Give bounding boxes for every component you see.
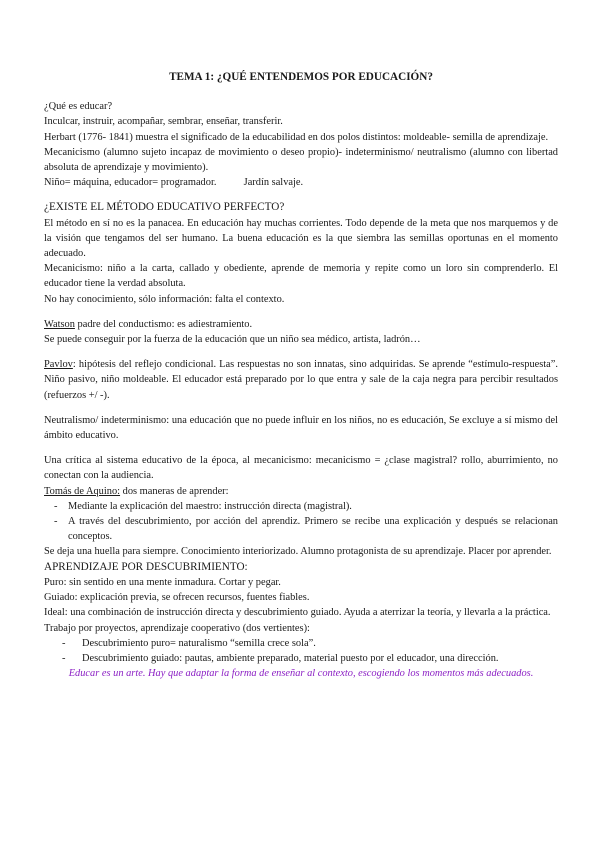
paragraph: No hay conocimiento, sólo información: falta el contexto. [44, 293, 285, 305]
paragraph: Trabajo por proyectos, aprendizaje cooperativo (dos vertientes): [44, 622, 310, 634]
closing-quote: Educar es un arte. Hay que adaptar la forma de enseñar al contexto, escogiendo los momentos más adecuados. [68, 668, 534, 680]
paragraph: Ideal: una combinación de instrucción directa y descubrimiento guiado. Ayuda a aterrizar la teoría, y llevarla a la práctica. [44, 607, 551, 619]
document-body [44, 70, 558, 681]
paragraph-part: Niño= máquina, educador= programador. [44, 177, 217, 189]
paragraph: Mecanicismo: niño a la carta, callado y obediente, aprende de memoria y repite como un loro sin comprenderlo. El educador tiene la verdad absoluta. [44, 263, 558, 290]
list-item: - Descubrimiento puro= naturalismo “semilla crece sola”. [62, 637, 316, 649]
paragraph-part: Jardín salvaje. [243, 177, 304, 189]
paragraph-part: padre del conductismo: es adiestramiento. [74, 318, 253, 330]
author-name: Watson [44, 318, 75, 330]
paragraph: Puro: sin sentido en una mente inmadura. Cortar y pegar. [44, 576, 281, 588]
bullet-list [44, 636, 558, 666]
paragraph [44, 317, 558, 332]
paragraph: Una crítica al sistema educativo de la época, al mecanicismo: mecanicismo = ¿clase magistral? rollo, aburrimiento, no conectan con la audiencia. [44, 455, 558, 482]
paragraph-part: dos maneras de aprender: [120, 485, 229, 497]
paragraph [44, 357, 558, 403]
author-name: Tomás de Aquino: [44, 485, 121, 497]
paragraph: Neutralismo/ indeterminismo: una educación que no puede influir en los niños, no es educación, Se excluye a sí mismo del ámbito educativo. [44, 414, 558, 442]
list-item: - Mediante la explicación del maestro: instrucción directa (magistral). [54, 500, 352, 512]
page-title: TEMA 1: ¿QUÉ ENTENDEMOS POR EDUCACIÓN? [169, 71, 433, 83]
list-item: - Descubrimiento guiado: pautas, ambiente preparado, material puesto por el educador, una dirección. [62, 652, 499, 664]
paragraph [44, 175, 558, 190]
paragraph: Mecanicismo (alumno sujeto incapaz de movimiento o deseo propio)- indeterminismo/ neutralismo (alumno con libertad absoluta de aprendizaje y movimiento). [44, 146, 558, 174]
paragraph: Guiado: explicación previa, se ofrecen recursos, fuentes fiables. [44, 592, 310, 604]
bullet-list [44, 499, 558, 545]
list-item: - A través del descubrimiento, por acción del aprendiz. Primero se recibe una explicación y después se relacionan conceptos. [54, 516, 558, 543]
paragraph: Se deja una huella para siempre. Conocimiento interiorizado. Alumno protagonista de su aprendizaje. Placer por aprender. [44, 546, 552, 558]
paragraph: Inculcar, instruir, acompañar, sembrar, enseñar, transferir. [44, 116, 283, 128]
paragraph: Se puede conseguir por la fuerza de la educación que un niño sea médico, artista, ladrón… [44, 334, 421, 346]
section-heading: ¿EXISTE EL MÉTODO EDUCATIVO PERFECTO? [44, 201, 285, 214]
question-que-es-educar: ¿Qué es educar? [44, 101, 113, 113]
paragraph: El método en sí no es la panacea. En educación hay muchas corrientes. Todo depende de la meta que nos marquemos y de la visión que tengamos del ser humano. La buena educación es la que siembra las semillas oportunas en el momento adecuado. [44, 217, 558, 260]
section-heading: APRENDIZAJE POR DESCUBRIMIENTO: [44, 560, 248, 573]
paragraph-part: : hipótesis del reflejo condicional. Las respuestas no son innatas, sino adquiridas. Se aprende “estímulo-respuesta”. Niño pasivo, niño moldeable. El educador está preparado por lo que entra y sale de la caja negra para percibir resultados (refuerzos +/ -). [44, 359, 558, 401]
paragraph: Herbart (1776- 1841) muestra el significado de la educabilidad en dos polos distintos: moldeable- semilla de aprendizaje. [44, 131, 549, 143]
paragraph [44, 484, 558, 499]
author-name: Pavlov [44, 359, 73, 371]
